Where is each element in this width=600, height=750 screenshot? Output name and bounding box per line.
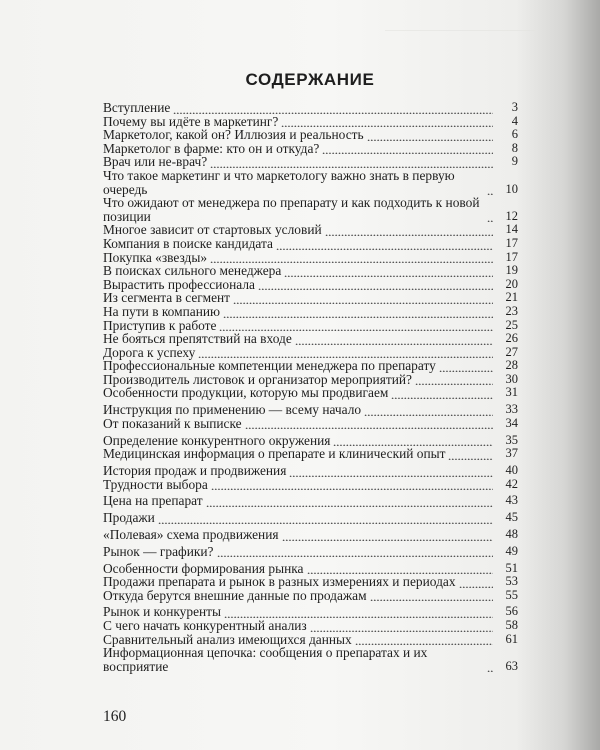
toc-entry-title: Что такое маркетинг и что маркетологу важно знать в первую очередь (103, 167, 455, 197)
toc-entry-page: 34 (505, 415, 518, 430)
toc-entry-page: 3 (511, 100, 518, 114)
toc-entry-title: Из сегмента в сегмент (103, 290, 231, 306)
dot-leader (439, 363, 493, 372)
toc-entry-title: С чего начать конкурентный анализ (103, 618, 307, 634)
contents-heading: СОДЕРЖАНИЕ (245, 70, 375, 89)
dot-leader (367, 132, 493, 141)
dot-leader (281, 118, 493, 127)
dot-leader (289, 468, 493, 477)
toc-entry-page: 27 (505, 344, 518, 359)
dot-leader (459, 579, 493, 588)
dot-leader (333, 437, 493, 446)
toc-entry-page: 33 (505, 402, 518, 417)
dot-leader (173, 105, 493, 114)
toc-entry (103, 373, 518, 387)
toc-entry-title: Врач или не-врач? (103, 154, 208, 170)
dot-leader (364, 407, 493, 416)
toc-entry-page: 12 (505, 208, 518, 223)
dot-leader (233, 295, 493, 304)
toc-entry-page: 56 (505, 604, 518, 619)
dot-leader (198, 349, 493, 358)
toc-entry-title: В поисках сильного менеджера (103, 263, 282, 279)
dot-leader (307, 565, 494, 574)
dot-leader (325, 227, 493, 236)
toc-entry (103, 478, 518, 492)
toc-entry (103, 589, 518, 603)
toc-entry (103, 605, 518, 619)
toc-entry-title: Приступив к работе (103, 317, 217, 333)
toc-entry-title: «Полевая» схема продвижения (103, 526, 279, 542)
dot-leader (295, 336, 493, 345)
toc-entry-page: 58 (505, 618, 518, 633)
toc-entry-title: Рынок и конкуренты (103, 604, 222, 620)
toc-entry-page: 35 (505, 432, 518, 447)
toc-entry-page: 28 (505, 358, 518, 373)
toc-entry-page: 55 (505, 587, 518, 602)
toc-entry (103, 278, 518, 292)
toc-entry-title: Что ожидают от менеджера по препарату и как подходить к новой позиции (103, 195, 480, 224)
dot-leader (391, 390, 493, 399)
page-number: 160 (103, 708, 127, 725)
toc-entry-title: Рынок — графики? (103, 543, 214, 559)
toc-entry (103, 346, 518, 360)
toc-entry-title: Покупка «звезды» (103, 249, 208, 265)
toc-entry (103, 319, 518, 333)
toc-entry-title: Маркетолог, какой он? Иллюзия и реальность (103, 127, 364, 143)
toc-entry (103, 494, 518, 508)
toc-entry (103, 447, 518, 461)
toc-entry (103, 646, 518, 673)
toc-entry (103, 386, 518, 400)
toc-entry-title: Компания в поиске кандидата (103, 235, 273, 251)
toc-entry-page: 14 (505, 222, 518, 237)
toc-entry (103, 128, 518, 142)
dot-leader (245, 420, 493, 429)
toc-entry-title: Дорога к успеху (103, 344, 196, 360)
dot-leader (487, 186, 493, 195)
toc-entry (103, 155, 518, 169)
toc-entry (103, 291, 518, 305)
dot-leader (206, 498, 493, 507)
toc-entry (103, 545, 518, 559)
toc-entry-page: 4 (511, 113, 518, 128)
toc-entry-page: 9 (511, 154, 518, 169)
toc-entry-title: Продажи препарата и рынок в разных измерениях и периодах (103, 574, 456, 590)
toc-entry-page: 25 (505, 317, 518, 332)
toc-entry (103, 417, 518, 431)
dot-leader (223, 309, 493, 318)
toc-entry-title: Особенности продукции, которую мы продвигаем (103, 385, 389, 401)
toc-entry (103, 575, 518, 589)
toc-entry-page: 61 (505, 631, 518, 646)
toc-entry-title: Профессиональные компетенции менеджера по препарату (103, 358, 436, 374)
toc-entry (103, 464, 518, 478)
toc-entry (103, 633, 518, 647)
toc-entry-title: Почему вы идёте в маркетинг? (103, 113, 279, 129)
toc-entry-page: 51 (505, 560, 518, 575)
dot-leader (310, 623, 493, 632)
toc-entry-title: Вступление (103, 100, 171, 115)
toc-entry (103, 332, 518, 346)
toc-entry (103, 251, 518, 265)
toc-entry-title: Маркетолог в фарме: кто он и откуда? (103, 140, 320, 156)
dot-leader (258, 281, 493, 290)
toc-entry-page: 37 (505, 446, 518, 461)
toc-entry-title: Трудности выбора (103, 476, 208, 492)
dot-leader (322, 145, 493, 154)
toc-entry-page: 26 (505, 331, 518, 346)
toc-entry-page: 20 (505, 276, 518, 291)
table-of-contents (103, 101, 518, 673)
dot-leader (219, 322, 493, 331)
toc-entry-page: 17 (505, 235, 518, 250)
toc-entry (103, 196, 518, 223)
toc-entry (103, 528, 518, 542)
toc-entry-title: На пути в компанию (103, 303, 221, 319)
toc-entry (103, 142, 518, 156)
toc-entry-title: Многое зависит от стартовых условий (103, 222, 322, 238)
toc-entry-page: 53 (505, 574, 518, 589)
toc-entry-title: Медицинская информация о препарате и клинический опыт (103, 446, 446, 462)
toc-entry-title: История продаж и продвижения (103, 463, 287, 478)
toc-entry-page: 30 (505, 371, 518, 386)
dot-leader (487, 213, 493, 222)
toc-entry-page: 10 (505, 181, 518, 196)
toc-entry-title: Не бояться препятствий на входе (103, 331, 292, 347)
toc-entry (103, 511, 518, 525)
toc-entry (103, 403, 518, 417)
dot-leader (487, 663, 493, 672)
dot-leader (355, 636, 493, 645)
toc-entry (103, 115, 518, 129)
toc-entry-title: Особенности формирования рынка (103, 560, 304, 576)
toc-entry (103, 562, 518, 576)
dot-leader (276, 241, 493, 250)
toc-entry-page: 40 (505, 463, 518, 477)
dot-leader (217, 548, 494, 557)
toc-entry (103, 264, 518, 278)
toc-entry-title: Производитель листовок и организатор мероприятий? (103, 371, 413, 387)
toc-entry-page: 43 (505, 493, 518, 508)
toc-entry-page: 6 (511, 127, 518, 142)
toc-entry-title: Определение конкурентного окружения (103, 432, 331, 448)
toc-entry-title: Информационная цепочка: сообщения о препаратах и их восприятие (103, 645, 428, 674)
dot-leader (370, 592, 493, 601)
dot-leader (448, 451, 493, 460)
toc-entry (103, 434, 518, 448)
toc-entry-page: 21 (505, 290, 518, 305)
toc-entry (103, 223, 518, 237)
dot-leader (211, 481, 493, 490)
show-through-shadow (385, 18, 535, 31)
toc-entry-page: 8 (511, 140, 518, 155)
dot-leader (282, 532, 493, 541)
toc-entry-page: 45 (505, 510, 518, 525)
toc-entry (103, 359, 518, 373)
toc-entry-title: Инструкция по применению — всему начало (103, 402, 362, 418)
dot-leader (210, 159, 493, 168)
toc-entry-page: 17 (505, 249, 518, 264)
toc-entry (103, 305, 518, 319)
dot-leader (224, 609, 493, 618)
toc-entry-title: От показаний к выписке (103, 415, 242, 431)
dot-leader (210, 254, 493, 263)
toc-entry (103, 169, 518, 196)
toc-entry-page: 48 (505, 526, 518, 541)
toc-entry (103, 237, 518, 251)
toc-entry-page: 23 (505, 303, 518, 318)
toc-entry (103, 101, 518, 115)
dot-leader (284, 268, 493, 277)
toc-entry-page: 19 (505, 263, 518, 278)
toc-entry-page: 63 (505, 658, 518, 673)
toc-entry (103, 619, 518, 633)
dot-leader (158, 515, 493, 524)
toc-entry-title: Откуда берутся внешние данные по продажам (103, 587, 367, 603)
dot-leader (415, 376, 493, 385)
toc-entry-page: 42 (505, 476, 518, 491)
toc-entry-page: 31 (505, 385, 518, 400)
toc-entry-title: Цена на препарат (103, 493, 203, 509)
toc-entry-title: Продажи (103, 510, 155, 526)
toc-entry-title: Сравнительный анализ имеющихся данных (103, 631, 352, 647)
toc-entry-title: Вырастить профессионала (103, 276, 255, 292)
toc-entry-page: 49 (505, 543, 518, 558)
